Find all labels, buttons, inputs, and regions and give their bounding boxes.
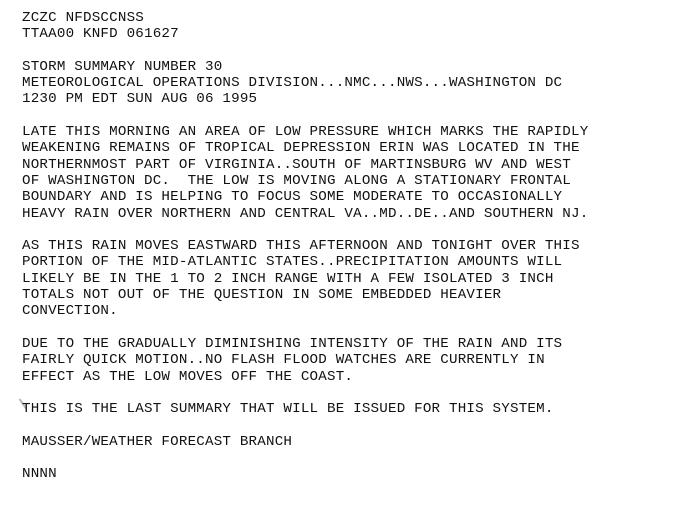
- paragraph-line: LATE THIS MORNING AN AREA OF LOW PRESSURE WHICH MARKS THE RAPIDLY: [22, 124, 589, 141]
- header-line: TTAA00 KNFD 061627: [22, 26, 179, 43]
- blank-line: [22, 385, 682, 401]
- blank-line: [22, 417, 682, 433]
- paragraph-line: FAIRLY QUICK MOTION..NO FLASH FLOOD WATCHES ARE CURRENTLY IN: [22, 352, 545, 369]
- blank-line: [22, 108, 682, 124]
- paragraph-line: NORTHERNMOST PART OF VIRGINIA..SOUTH OF MARTINSBURG WV AND WEST: [22, 156, 571, 173]
- paragraph-1: [22, 124, 682, 222]
- issue-time: 1230 PM EDT SUN AUG 06 1995: [22, 91, 258, 108]
- end-of-message: NNNN: [22, 466, 57, 483]
- paragraph-line: AS THIS RAIN MOVES EASTWARD THIS AFTERNOON AND TONIGHT OVER THIS: [22, 238, 580, 255]
- paragraph-line: THIS IS THE LAST SUMMARY THAT WILL BE ISSUED FOR THIS SYSTEM.: [22, 401, 554, 418]
- paragraph-line: CONVECTION.: [22, 303, 118, 320]
- paragraph-line: OF WASHINGTON DC. THE LOW IS MOVING ALONG A STATIONARY FRONTAL: [22, 172, 571, 189]
- paragraph-line: DUE TO THE GRADUALLY DIMINISHING INTENSITY OF THE RAIN AND ITS: [22, 335, 563, 352]
- blank-line: [22, 222, 682, 238]
- bulletin-text: [22, 10, 682, 483]
- paragraph-line: PORTION OF THE MID-ATLANTIC STATES..PRECIPITATION AMOUNTS WILL: [22, 254, 563, 271]
- paragraph-line: BOUNDARY AND IS HELPING TO FOCUS SOME MODERATE TO OCCASIONALLY: [22, 189, 563, 206]
- paragraph-line: WEAKENING REMAINS OF TROPICAL DEPRESSION ERIN WAS LOCATED IN THE: [22, 140, 580, 157]
- paragraph-line: LIKELY BE IN THE 1 TO 2 INCH RANGE WITH A FEW ISOLATED 3 INCH: [22, 270, 554, 287]
- forecaster-signature: MAUSSER/WEATHER FORECAST BRANCH: [22, 433, 293, 450]
- blank-line: [22, 43, 682, 59]
- paragraph-2: [22, 238, 682, 319]
- paragraph-line: TOTALS NOT OUT OF THE QUESTION IN SOME EMBEDDED HEAVIER: [22, 287, 502, 304]
- summary-header-block: [22, 59, 682, 108]
- summary-title: STORM SUMMARY NUMBER 30: [22, 58, 223, 75]
- issuing-office: METEOROLOGICAL OPERATIONS DIVISION...NMC...NWS...WASHINGTON DC: [22, 75, 563, 92]
- paragraph-line: HEAVY RAIN OVER NORTHERN AND CENTRAL VA..MD..DE..AND SOUTHERN NJ.: [22, 205, 589, 222]
- blank-line: [22, 450, 682, 466]
- paragraph-3: [22, 336, 682, 385]
- paragraph-4: [22, 401, 682, 417]
- header-line: ZCZC NFDSCCNSS: [22, 10, 144, 26]
- paragraph-line: EFFECT AS THE LOW MOVES OFF THE COAST.: [22, 368, 354, 385]
- blank-line: [22, 320, 682, 336]
- header-block: [22, 10, 682, 43]
